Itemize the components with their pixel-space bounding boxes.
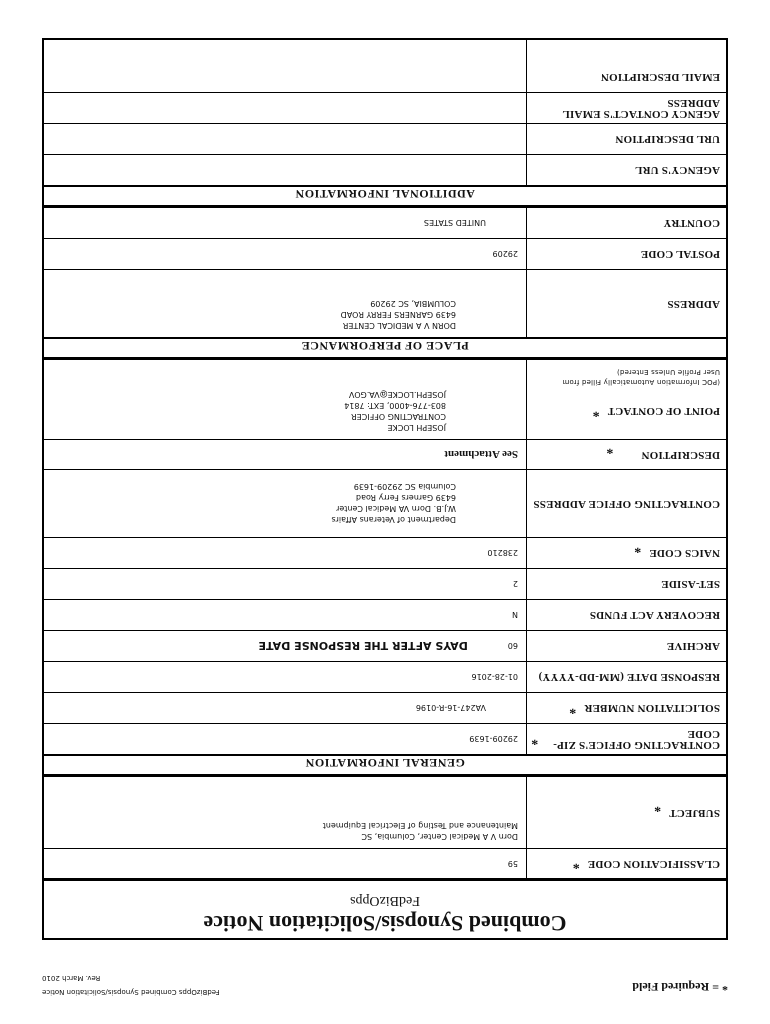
section-general-information: GENERAL INFORMATION	[44, 754, 726, 776]
required-field-legend: * = Required Field	[632, 980, 728, 994]
place-address-label: ADDRESS	[526, 270, 726, 337]
row-naics-code	[44, 537, 726, 568]
section-additional-information: ADDITIONAL INFORMATION	[44, 185, 726, 207]
subject-value: Dorn V A Medical Center, Columbia, SC Maintenance and Testing of Electrical Equipment	[322, 821, 518, 841]
row-response-date	[44, 661, 726, 692]
row-solicitation-number	[44, 692, 726, 723]
row-postal-code	[44, 238, 726, 269]
row-contact-email	[44, 92, 726, 123]
form-title: Combined Synopsis/Solicitation Notice	[203, 911, 567, 936]
office-zip-label: CONTRACTING OFFICE'S ZIP-CODE *	[526, 724, 726, 754]
archive-value: 60 DAYS AFTER THE RESPONSE DATE	[258, 639, 518, 653]
url-description-label: URL DESCRIPTION	[526, 124, 726, 154]
naics-code-label: NAICS CODE *	[526, 538, 726, 568]
country-value: UNITED STATES	[423, 218, 486, 228]
required-marker-icon: *	[634, 540, 642, 555]
archive-label: ARCHIVE	[526, 631, 726, 661]
set-aside-label: SET-ASIDE	[526, 569, 726, 599]
row-archive	[44, 630, 726, 661]
row-description	[44, 439, 726, 469]
office-address-label: CONTRACTING OFFICE ADDRESS	[526, 470, 726, 537]
url-description-value	[44, 124, 526, 154]
row-office-address	[44, 469, 726, 537]
required-marker-icon: *	[569, 701, 577, 716]
section-place-of-performance: PLACE OF PERFORMANCE	[44, 337, 726, 359]
required-marker-icon: *	[531, 732, 539, 747]
archive-days-note: DAYS AFTER THE RESPONSE DATE	[258, 639, 468, 653]
revision-footer: Rev. March 2010	[42, 974, 101, 982]
description-label: DESCRIPTION *	[526, 440, 726, 469]
response-date-label: RESPONSE DATE (MM-DD-YYYY)	[526, 662, 726, 692]
poc-note: (POC Information Automatically Filled from User Profile Unless Entered)	[562, 368, 720, 386]
row-subject	[44, 776, 726, 848]
poc-label: POINT OF CONTACT * (POC Information Automatically Filled from User Profile Unless Entered)	[526, 360, 726, 439]
classification-code-label: CLASSIFICATION CODE *	[526, 849, 726, 878]
office-address-value: Department of Veterans Affairs W.J.B. Dorn VA Medical Center 6439 Garners Ferry Road Columbia SC 29209-1639	[331, 482, 456, 525]
subject-label: SUBJECT *	[526, 777, 726, 848]
contact-email-label: AGENCY CONTACT'S EMAIL ADDRESS	[526, 93, 726, 123]
solicitation-number-label: SOLICITATION NUMBER *	[526, 693, 726, 723]
email-description-label: EMAIL DESCRIPTION	[526, 40, 726, 92]
contact-email-value	[44, 93, 526, 123]
office-zip-value: 29209-1639	[469, 734, 518, 744]
required-marker-icon: *	[572, 856, 580, 872]
row-url-description	[44, 123, 726, 154]
naics-code-value: 238210	[487, 548, 518, 558]
form-frame	[42, 38, 728, 940]
email-description-value	[44, 40, 526, 92]
row-recovery-act	[44, 599, 726, 630]
recovery-act-value: N	[512, 610, 518, 620]
form-subtitle: FedBizOpps	[350, 893, 420, 908]
row-place-address	[44, 269, 726, 337]
poc-value: JOSEPH LOCKE CONTRACTING OFFICER 803-776-4000, EXT: 7814 JOSEPH.LOCKE@VA.GOV	[344, 390, 446, 432]
set-aside-value: 2	[512, 579, 518, 589]
postal-code-value: 29209	[492, 249, 518, 259]
form-name-footer: FedBizOpps Combined Synopsis/Solicitation Notice	[42, 988, 220, 996]
row-set-aside	[44, 568, 726, 599]
place-address-value: DORN V A MEDICAL CENTER 6439 GARNERS FERRY ROAD COLUMBIA, SC 29209	[340, 299, 456, 330]
agency-url-label: AGENCY'S URL	[526, 155, 726, 185]
row-email-description	[44, 40, 726, 92]
row-classification-code	[44, 848, 726, 878]
solicitation-number-value: VA247-16-R-0196	[415, 703, 486, 713]
agency-url-value	[44, 155, 526, 185]
row-point-of-contact	[44, 359, 726, 439]
row-country	[44, 207, 726, 238]
description-value: See Attachment	[444, 448, 518, 461]
row-office-zip	[44, 723, 726, 754]
required-marker-icon: *	[653, 799, 662, 815]
recovery-act-label: RECOVERY ACT FUNDS	[526, 600, 726, 630]
classification-code-value: 59	[507, 859, 518, 868]
country-label: COUNTRY	[526, 208, 726, 238]
response-date-value: 01-28-2016	[471, 672, 518, 682]
row-agency-url	[44, 154, 726, 185]
required-marker-icon: *	[606, 441, 614, 457]
required-marker-icon: *	[592, 404, 600, 419]
form-header	[44, 878, 726, 938]
postal-code-label: POSTAL CODE	[526, 239, 726, 269]
